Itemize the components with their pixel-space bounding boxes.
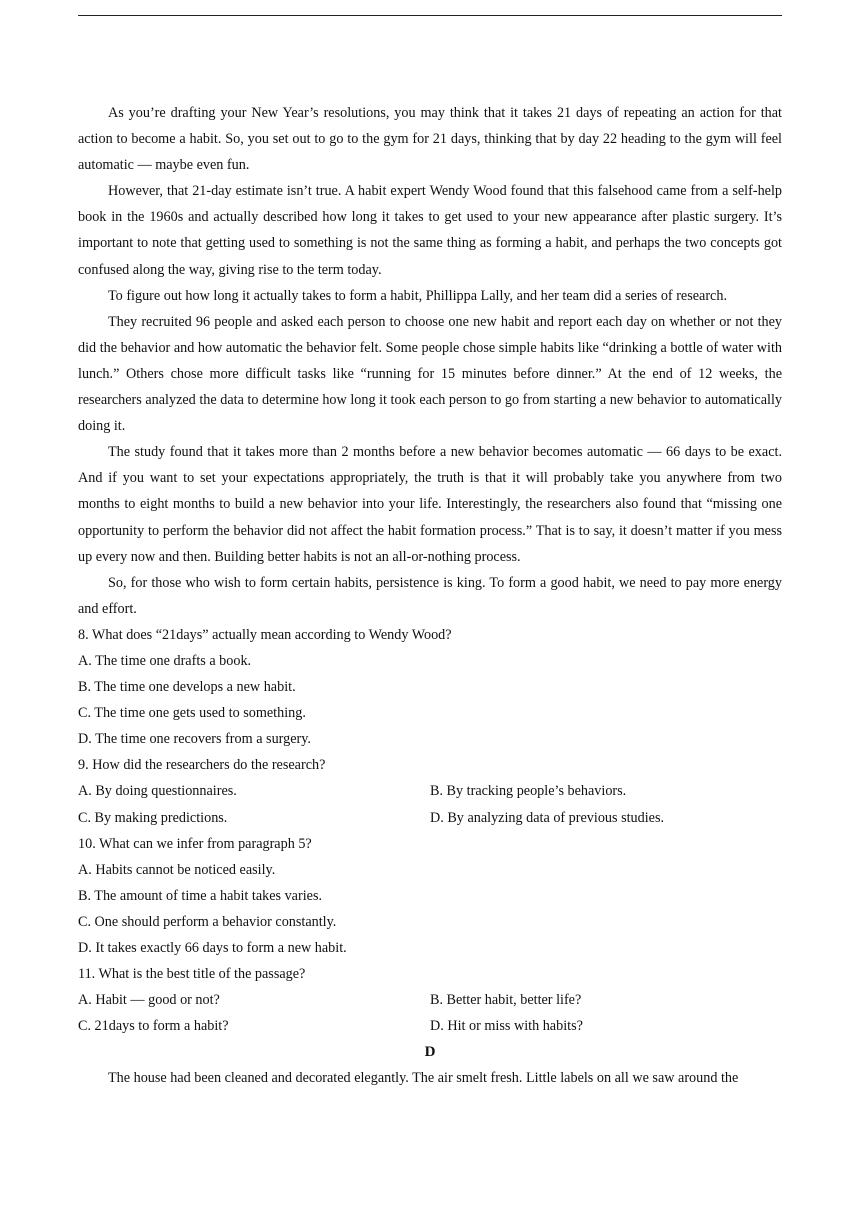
question-9-options-row-2 <box>78 805 782 831</box>
question-11-options-row-1 <box>78 987 782 1013</box>
question-9-options-row-1 <box>78 778 782 804</box>
question-8 <box>78 622 782 752</box>
question-10-option-a: A. Habits cannot be noticed easily. <box>78 861 276 878</box>
passage-paragraph-4: They recruited 96 people and asked each person to choose one new habit and report each day on whether or not they did the behavior and how automatic the behavior felt. Some people chose simple habits like “drinking a bottle of water with lunch.” Others chose more difficult tasks like “running for 15 minutes before dinner.” At the end of 12 weeks, the researchers analyzed the data to determine how long it took each person to go from starting a new behavior to automatically doing it. <box>78 313 782 435</box>
question-8-option-a: A. The time one drafts a book. <box>78 652 252 669</box>
passage-paragraph-2: However, that 21-day estimate isn’t true. A habit expert Wendy Wood found that this falsehood came from a self-help book in the 1960s and actually described how long it takes to get used to your new appearance after plastic surgery. It’s important to note that getting used to something is not the same thing as forming a habit, and perhaps the two concepts got confused along the way, giving rise to the term today. <box>78 183 782 278</box>
question-8-option-c: C. The time one gets used to something. <box>78 705 306 722</box>
passage-paragraph-1: As you’re drafting your New Year’s resolutions, you may think that it takes 21 days of repeating an action for that action to become a habit. So, you set out to go to the gym for 21 days, thinking that by day 22 heading to the gym will feel automatic — maybe even fun. <box>78 105 782 174</box>
question-8-option-b: B. The time one develops a new habit. <box>78 679 296 696</box>
question-8-stem: 8. What does “21days” actually mean according to Wendy Wood? <box>78 626 452 643</box>
question-9-option-c: C. By making predictions. <box>78 809 228 826</box>
question-11-option-a: A. Habit — good or not? <box>78 992 220 1009</box>
passage-paragraph-5: The study found that it takes more than 2 months before a new behavior becomes automatic — 66 days to be exact. And if you want to set your expectations appropriately, the truth is that it will probably take you anywhere from two months to eight months to build a new behavior into your life. Interestingly, the researchers also found that “missing one opportunity to perform the behavior did not affect the habit formation process.” That is to say, it doesn’t matter if you mess up every now and then. Building better habits is not an all-or-nothing process. <box>78 444 782 565</box>
question-11 <box>78 961 782 1039</box>
passage-paragraph-3: To figure out how long it actually takes to form a habit, Phillippa Lally, and her team did a series of research. <box>108 287 727 304</box>
question-10-stem: 10. What can we infer from paragraph 5? <box>78 835 312 852</box>
header-rule <box>78 15 782 16</box>
question-9-option-a: A. By doing questionnaires. <box>78 783 237 800</box>
question-9-stem: 9. How did the researchers do the research? <box>78 757 326 774</box>
question-11-stem: 11. What is the best title of the passage? <box>78 966 306 983</box>
section-heading: D <box>424 1044 436 1061</box>
question-9-option-b: B. By tracking people’s behaviors. <box>430 783 627 800</box>
question-10-option-c: C. One should perform a behavior constantly. <box>78 913 337 930</box>
document-body <box>78 100 782 1092</box>
question-11-option-b: B. Better habit, better life? <box>430 992 582 1009</box>
question-9 <box>78 752 782 830</box>
question-11-option-c: C. 21days to form a habit? <box>78 1018 229 1035</box>
section-d-first-line: The house had been cleaned and decorated elegantly. The air smelt fresh. Little labels on all we saw around the <box>108 1070 739 1087</box>
question-10 <box>78 831 782 961</box>
question-10-option-d: D. It takes exactly 66 days to form a new habit. <box>78 940 347 956</box>
question-9-option-d: D. By analyzing data of previous studies. <box>430 809 665 826</box>
question-11-options-row-2 <box>78 1013 782 1039</box>
question-8-option-d: D. The time one recovers from a surgery. <box>78 731 311 748</box>
question-10-option-b: B. The amount of time a habit takes varies. <box>78 887 323 904</box>
passage-paragraph-6: So, for those who wish to form certain habits, persistence is king. To form a good habit, we need to pay more energy and effort. <box>78 574 782 617</box>
question-11-option-d: D. Hit or miss with habits? <box>430 1018 583 1035</box>
